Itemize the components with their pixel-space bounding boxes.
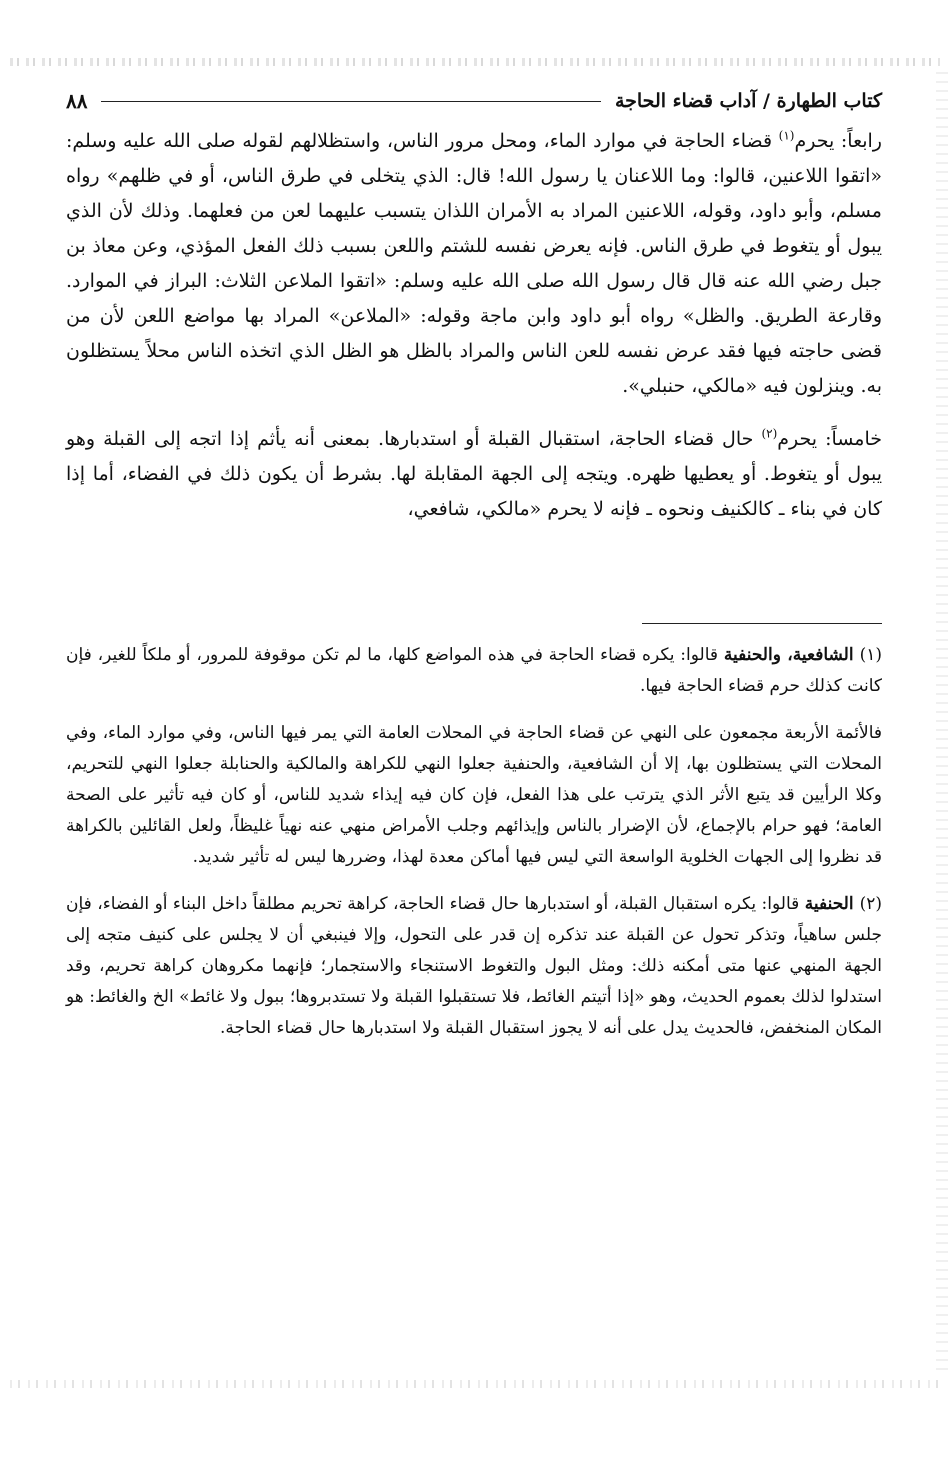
page-number: ٨٨ <box>66 89 88 113</box>
footnote-divider <box>642 623 882 624</box>
header-rule <box>101 101 600 102</box>
footnote-1 <box>66 640 882 702</box>
paragraph-text: حال قضاء الحاجة، استقبال القبلة أو استدبارها. بمعنى أنه يأثم إذا اتجه إلى القبلة وهو يبول أو يتغوط. أو يعطيها ظهره. ويتجه إلى الجهة المقابلة لها. بشرط أن يكون ذلك في الفضاء، أما إذا كان في بناء ـ كالكنيف ونحوه ـ فإنه لا يحرم «مالكي، شافعي، <box>66 428 882 520</box>
footnote-number: (١) <box>859 645 882 665</box>
scan-edge-top <box>10 58 940 66</box>
running-title: كتاب الطهارة / آداب قضاء الحاجة <box>614 90 882 112</box>
footnote-number: (٢) <box>859 894 882 914</box>
footnote-text: قالوا: يكره قضاء الحاجة في هذه المواضع كلها، ما لم تكن موقوفة للمرور، أو ملكاً للغير، فإن كانت كذلك حرم قضاء الحاجة فيها. <box>66 645 882 696</box>
footnote-lead: الحنفية <box>804 894 854 914</box>
main-text <box>66 124 882 527</box>
footnote-1-continuation: فالأئمة الأربعة مجمعون على النهي عن قضاء الحاجة في المحلات العامة التي يمر فيها الناس، وفي موارد الماء، وفي المحلات التي يستظلون بها، إلا أن الشافعية، والحنفية جعلوا النهي للكراهة والمالكية والحنابلة جعلوا النهي للتحريم، وكلا الرأيين قد يتبع الأثر الذي يترتب على هذا الفعل، فإن كان فيه إيذاء شديد للناس، أو كان فيه تأثير على الصحة العامة؛ فهو حرام بالإجماع، لأن الإضرار بالناس وإيذائهم وجلب الأمراض منهي عنه نهياً غليظاً، ولعل القائلين بالكراهة قد نظروا إلى الجهات الخلوية الواسعة التي ليس فيها أماكن معدة لهذا، وضررها ليس له تأثير شديد. <box>66 723 882 867</box>
scan-edge-side <box>936 70 948 1370</box>
footnote-text: قالوا: يكره استقبال القبلة، أو استدبارها حال قضاء الحاجة، كراهة تحريم مطلقاً داخل البناء أو الفضاء، فإن جلس ساهياً، وتذكر تحول عن القبلة عند تذكره إن قدر على التحول، وإلا فينبغي أن لا يجلس على كنيف متجه إلى الجهة المنهي عنها متى أمكنه ذلك: ومثل البول والتغوط الاستنجاء والاستجمار؛ فإنهما مكروهان كراهة تحريم، وقد استدلوا لذلك بعموم الحديث، وهو «إذا أتيتم الغائط، فلا تستقبلوا القبلة ولا تستدبروها؛ ببول ولا غائط» الخ والغائط: هو المكان المنخفض، فالحديث يدل على أنه لا يجوز استقبال القبلة ولا استدبارها حال قضاء الحاجة. <box>66 894 882 1038</box>
footnote-lead: الشافعية، والحنفية <box>723 645 854 665</box>
footnote-marker: (١) <box>778 128 795 143</box>
paragraph-fourth <box>66 124 882 404</box>
paragraph-text: قضاء الحاجة في موارد الماء، ومحل مرور الناس، واستظلالهم لقوله صلى الله عليه وسلم: «اتقوا اللاعنين، قالوا: وما اللاعنان يا رسول الله! قال: الذي يتخلى في طرق الناس، أو في ظلهم» رواه مسلم، وأبو داود، وقوله، اللاعنين المراد به الأمران اللذان يتسبب عليهما لعن من فعلهما. وذلك لأن الذي يبول أو يتغوط في طرق الناس. فإنه يعرض نفسه للشتم واللعن بسبب ذلك الفعل المؤذي، وعن معاذ بن جبل رضي الله عنه قال قال رسول الله صلى الله عليه وسلم: «اتقوا الملاعن الثلاث: البراز في الموارد. وقارعة الطريق. والظل» رواه أبو داود وابن ماجة وقوله: «الملاعن» المراد بها مواضع اللعن لأن من قضى حاجته فيها فقد عرض نفسه للعن الناس والمراد بالظل هو الظل الذي اتخذه الناس محلاً يستظلون به. وينزلون فيه «مالكي، حنبلي». <box>66 130 882 397</box>
book-page <box>66 84 882 1044</box>
paragraph-fifth <box>66 422 882 527</box>
scan-edge-bottom <box>10 1380 940 1388</box>
footnote-2 <box>66 889 882 1044</box>
page-header <box>66 84 882 118</box>
paragraph-lead: خامساً: يحرم <box>777 428 882 450</box>
footnote-marker: (٢) <box>761 426 778 441</box>
footnotes <box>66 640 882 1044</box>
paragraph-lead: رابعاً: يحرم <box>794 130 882 152</box>
